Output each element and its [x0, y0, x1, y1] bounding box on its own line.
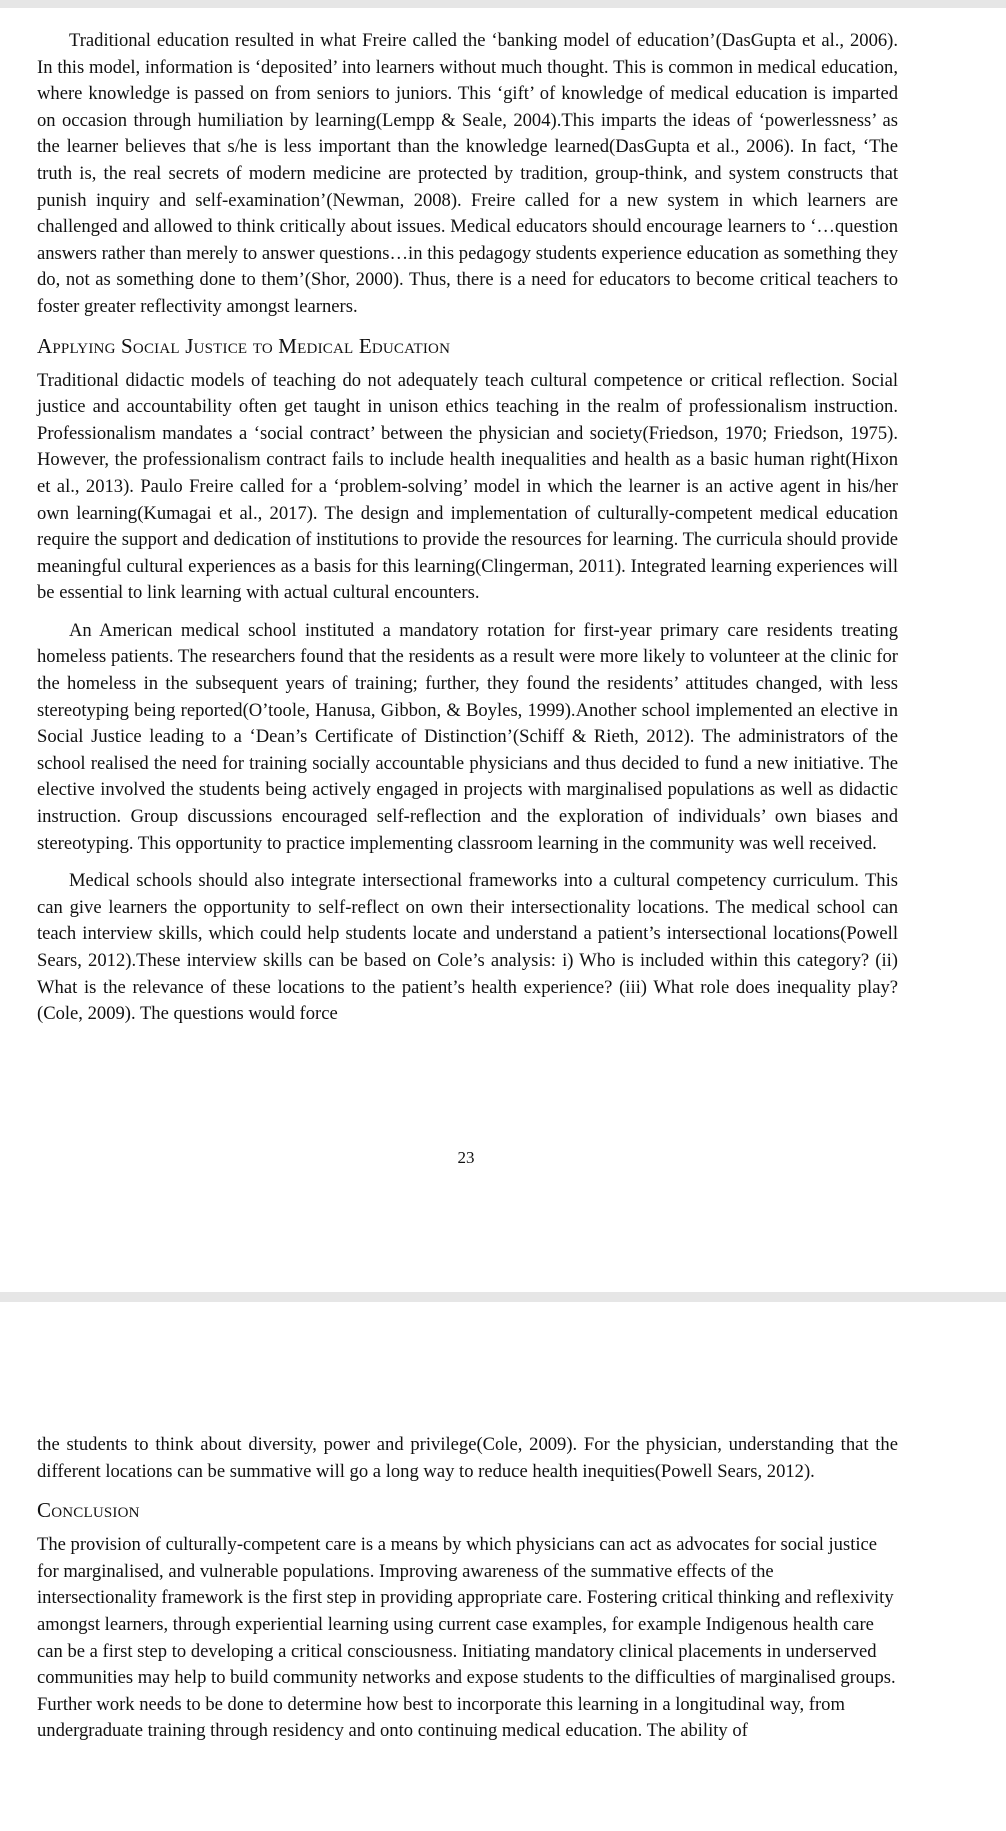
paragraph-conclusion: The provision of culturally-competent care is a means by which physicians can act as advocates for social justice for marginalised, and vulnerable populations. Improving awareness of the summative effects of the intersectionality framework is the first step in providing appropriate care. Fostering critical thinking and reflexivity amongst learners, through experiential learning using current case examples, for example Indigenous health care can be a first step to developing a critical consciousness. Initiating mandatory clinical placements in underserved communities may help to build community networks and expose students to the difficulties of marginalised groups. Further work needs to be done to determine how best to incorporate this learning in a longitudinal way, from undergraduate training through residency and onto continuing medical education. The ability of	[37, 1534, 896, 1742]
page-body	[37, 1432, 898, 1756]
document-page-24	[0, 1302, 1006, 1831]
document-page-23	[0, 8, 1006, 1292]
paragraph-intersectional-frameworks: Medical schools should also integrate intersectional frameworks into a cultural competency curriculum. This can give learners the opportunity to self-reflect on own their intersectionality locations. The medical school can teach interview skills, which could help students locate and understand a patient’s intersectional locations(Powell Sears, 2012).These interview skills can be based on Cole’s analysis: i) Who is included within this category? (ii) What is the relevance of these locations to the patient’s health experience? (iii) What role does inequality play?(Cole, 2009). The questions would force	[37, 870, 898, 1025]
page-number: 23	[457, 1148, 475, 1167]
section-heading-conclusion: Conclusion	[37, 1498, 140, 1523]
paragraph-banking-model: Traditional education resulted in what Freire called the ‘banking model of education’(DasGupta et al., 2006). In this model, information is ‘deposited’ into learners without much thought. This is common in medical education, where knowledge is passed on from seniors to juniors. This ‘gift’ of knowledge of medical education is imparted on occasion through humiliation by learning(Lempp & Seale, 2004).This imparts the ideas of ‘powerlessness’ as the learner believes that s/he is less important than the knowledge learned(DasGupta et al., 2006). In fact, ‘The truth is, the real secrets of modern medicine are protected by tradition, group-think, and system constructs that punish inquiry and self-examination’(Newman, 2008). Freire called for a new system in which learners are challenged and allowed to think critically about issues. Medical educators should encourage learners to ‘…question answers rather than merely to answer questions…in this pedagogy students experience education as something they do, not as something done to them’(Shor, 2000). Thus, there is a need for educators to become critical teachers to foster greater reflectivity amongst learners.	[37, 30, 898, 317]
paragraph-didactic-models: Traditional didactic models of teaching do not adequately teach cultural competence or critical reflection. Social justice and accountability often get taught in unison ethics teaching in the realm of professionalism instruction. Professionalism mandates a ‘social contract’ between the physician and society(Friedson, 1970; Friedson, 1975). However, the professionalism contract fails to include health inequalities and health as a basic human right(Hixon et al., 2013). Paulo Freire called for a ‘problem-solving’ model in which the learner is an active agent in his/her own learning(Kumagai et al., 2017). The design and implementation of culturally-competent medical education require the support and dedication of institutions to provide the resources for learning. The curricula should provide meaningful cultural experiences as a basis for this learning(Clingerman, 2011). Integrated learning experiences will be essential to link learning with actual cultural encounters.	[37, 369, 898, 604]
section-heading-social-justice: Applying Social Justice to Medical Education	[37, 333, 451, 358]
paragraph-continuation: the students to think about diversity, power and privilege(Cole, 2009). For the physician, understanding that the different locations can be summative will go a long way to reduce health inequities(Powell Sears, 2012).	[37, 1434, 898, 1482]
page-body	[37, 28, 898, 1039]
paragraph-american-medical-school: An American medical school instituted a mandatory rotation for first-year primary care residents treating homeless patients. The researchers found that the residents as a result were more likely to volunteer at the clinic for the homeless in the subsequent years of training; further, they found the residents’ attitudes changed, with less stereotyping being reported(O’toole, Hanusa, Gibbon, & Boyles, 1999).Another school implemented an elective in Social Justice leading to a ‘Dean’s Certificate of Distinction’(Schiff & Rieth, 2012). The administrators of the school realised the need for training socially accountable physicians and thus decided to fund a new initiative. The elective involved the students being actively engaged in projects with marginalised populations as well as didactic instruction. Group discussions encouraged self-reflection and the exploration of individuals’ own biases and stereotyping. This opportunity to practice implementing classroom learning in the community was well received.	[37, 619, 898, 854]
